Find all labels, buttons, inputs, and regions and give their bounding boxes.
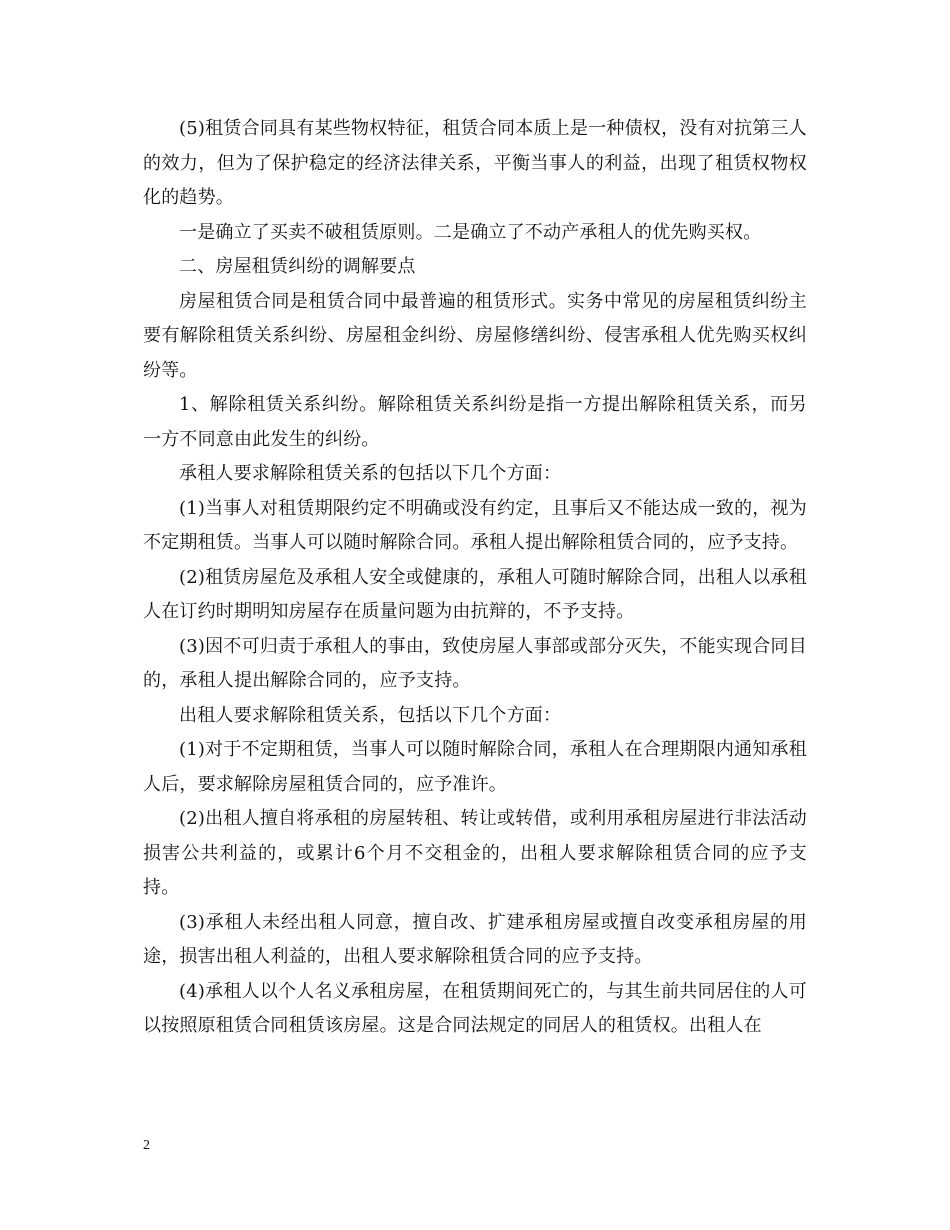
paragraph: 一是确立了买卖不破租赁原则。二是确立了不动产承租人的优先购买权。 (179, 221, 762, 243)
list-item: (2)租赁房屋危及承租人安全或健康的，承租人可随时解除合同，出租人以承租人在订约时期明知房屋存在质量问题为由抗辩的，不予支持。 (143, 566, 807, 622)
list-item: (3)承租人未经出租人同意，擅自改、扩建承租房屋或擅自改变承租房屋的用途，损害出租人利益的，出租人要求解除租赁合同的应予支持。 (143, 911, 807, 967)
paragraph: (5)租赁合同具有某些物权特征，租赁合同本质上是一种债权，没有对抗第三人的效力，但为了保护稳定的经济法律关系，平衡当事人的利益，出现了租赁权物权化的趋势。 (143, 118, 807, 208)
paragraph: 房屋租赁合同是租赁合同中最普遍的租赁形式。实务中常见的房屋租赁纠纷主要有解除租赁关系纠纷、房屋租金纠纷、房屋修缮纠纷、侵害承租人优先购买权纠纷等。 (143, 290, 807, 381)
paragraph: 出租人要求解除租赁关系，包括以下几个方面： (179, 704, 562, 726)
document-body (143, 112, 807, 1044)
section-heading: 二、房屋租赁纠纷的调解要点 (179, 256, 416, 277)
list-item: (4)承租人以个人名义承租房屋，在租赁期间死亡的，与其生前共同居住的人可以按照原租赁合同租赁该房屋。这是合同法规定的同居人的租赁权。出租人在 (143, 980, 807, 1036)
paragraph: 承租人要求解除租赁关系的包括以下几个方面： (179, 463, 562, 484)
list-item: (1)当事人对租赁期限约定不明确或没有约定，且事后又不能达成一致的，视为不定期租赁。当事人可以随时解除合同。承租人提出解除租赁合同的，应予支持。 (143, 497, 807, 553)
list-item: (3)因不可归责于承租人的事由，致使房屋人事部或部分灭失，不能实现合同目的，承租人提出解除合同的，应予支持。 (143, 635, 807, 691)
page-number: 2 (143, 1138, 150, 1153)
paragraph: 1、解除租赁关系纠纷。解除租赁关系纠纷是指一方提出解除租赁关系，而另一方不同意由此发生的纠纷。 (143, 394, 807, 450)
list-item: (1)对于不定期租赁，当事人可以随时解除合同，承租人在合理期限内通知承租人后，要求解除房屋租赁合同的，应予准许。 (143, 739, 807, 795)
list-item: (2)出租人擅自将承租的房屋转租、转让或转借，或利用承租房屋进行非法活动损害公共利益的，或累计6个月不交租金的，出租人要求解除租赁合同的应予支持。 (143, 808, 807, 898)
